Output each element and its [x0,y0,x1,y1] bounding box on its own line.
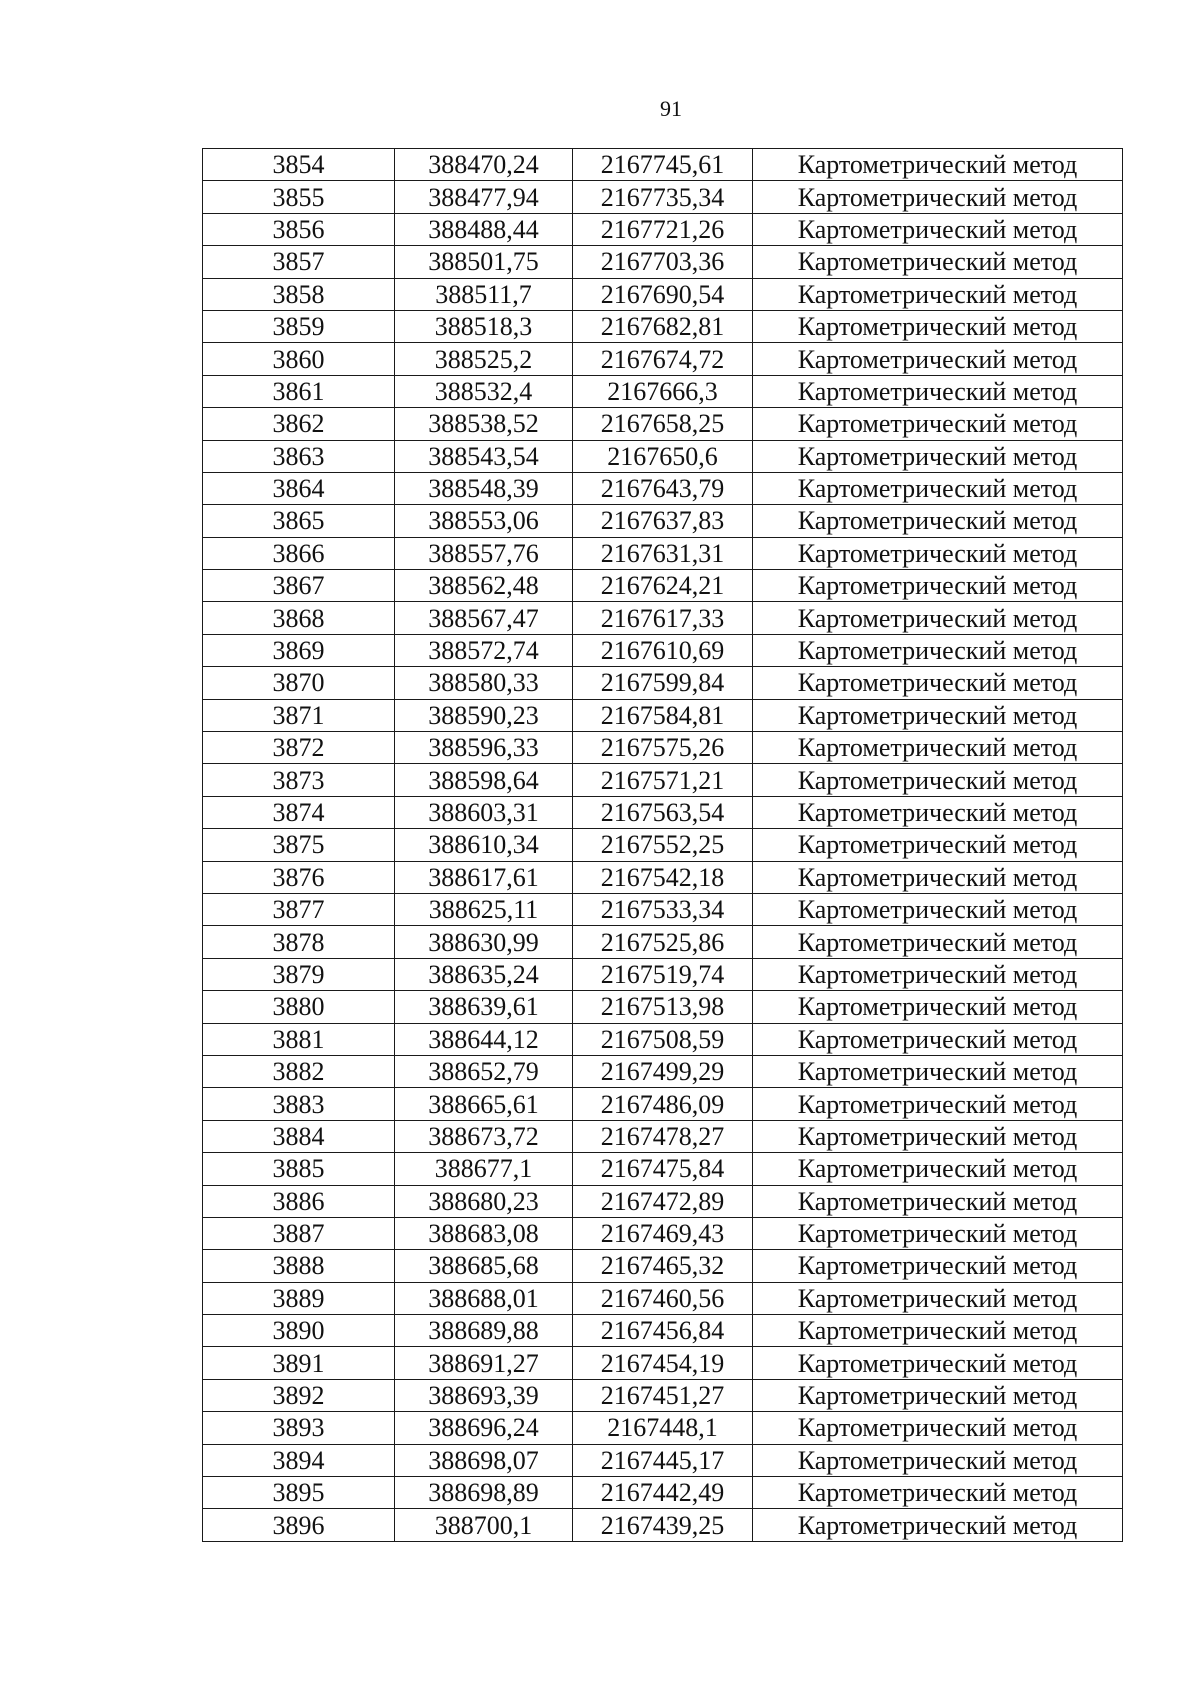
table-row [203,1055,1123,1087]
point-number-cell: 3894 [203,1444,395,1476]
x-coordinate-cell: 388617,61 [395,861,573,893]
y-coordinate-cell: 2167637,83 [573,505,753,537]
method-cell: Картометрический метод [753,1250,1123,1282]
table-row [203,1444,1123,1476]
y-coordinate-cell: 2167454,19 [573,1347,753,1379]
table-row [203,1185,1123,1217]
method-cell: Картометрический метод [753,829,1123,861]
point-number-cell: 3875 [203,829,395,861]
point-number-cell: 3860 [203,343,395,375]
method-cell: Картометрический метод [753,181,1123,213]
x-coordinate-cell: 388610,34 [395,829,573,861]
x-coordinate-cell: 388562,48 [395,570,573,602]
table-row [203,570,1123,602]
x-coordinate-cell: 388543,54 [395,440,573,472]
y-coordinate-cell: 2167721,26 [573,213,753,245]
x-coordinate-cell: 388548,39 [395,472,573,504]
table-row [203,149,1123,181]
method-cell: Картометрический метод [753,149,1123,181]
table-row [203,602,1123,634]
table-row [203,1315,1123,1347]
table-row [203,472,1123,504]
x-coordinate-cell: 388598,64 [395,764,573,796]
method-cell: Картометрический метод [753,472,1123,504]
y-coordinate-cell: 2167499,29 [573,1055,753,1087]
method-cell: Картометрический метод [753,893,1123,925]
x-coordinate-cell: 388501,75 [395,246,573,278]
point-number-cell: 3867 [203,570,395,602]
point-number-cell: 3872 [203,732,395,764]
point-number-cell: 3869 [203,634,395,666]
y-coordinate-cell: 2167519,74 [573,958,753,990]
method-cell: Картометрический метод [753,1379,1123,1411]
table-row [203,343,1123,375]
point-number-cell: 3890 [203,1315,395,1347]
y-coordinate-cell: 2167610,69 [573,634,753,666]
point-number-cell: 3892 [203,1379,395,1411]
x-coordinate-cell: 388538,52 [395,408,573,440]
table-row [203,1379,1123,1411]
table-row [203,375,1123,407]
y-coordinate-cell: 2167575,26 [573,732,753,764]
x-coordinate-cell: 388470,24 [395,149,573,181]
method-cell: Картометрический метод [753,796,1123,828]
table-row [203,991,1123,1023]
method-cell: Картометрический метод [753,1412,1123,1444]
y-coordinate-cell: 2167624,21 [573,570,753,602]
table-row [203,440,1123,472]
table-row [203,699,1123,731]
y-coordinate-cell: 2167448,1 [573,1412,753,1444]
x-coordinate-cell: 388691,27 [395,1347,573,1379]
method-cell: Картометрический метод [753,213,1123,245]
table-body [203,149,1123,1542]
x-coordinate-cell: 388630,99 [395,926,573,958]
method-cell: Картометрический метод [753,375,1123,407]
table-row [203,958,1123,990]
y-coordinate-cell: 2167525,86 [573,926,753,958]
table-row [203,764,1123,796]
point-number-cell: 3896 [203,1509,395,1541]
point-number-cell: 3882 [203,1055,395,1087]
x-coordinate-cell: 388639,61 [395,991,573,1023]
table-row [203,310,1123,342]
point-number-cell: 3859 [203,310,395,342]
method-cell: Картометрический метод [753,958,1123,990]
y-coordinate-cell: 2167513,98 [573,991,753,1023]
x-coordinate-cell: 388685,68 [395,1250,573,1282]
method-cell: Картометрический метод [753,1055,1123,1087]
point-number-cell: 3857 [203,246,395,278]
point-number-cell: 3876 [203,861,395,893]
table-row [203,1153,1123,1185]
y-coordinate-cell: 2167552,25 [573,829,753,861]
table-row [203,1250,1123,1282]
point-number-cell: 3895 [203,1477,395,1509]
method-cell: Картометрический метод [753,343,1123,375]
point-number-cell: 3887 [203,1217,395,1249]
table-row [203,1023,1123,1055]
x-coordinate-cell: 388580,33 [395,667,573,699]
table-row [203,1509,1123,1541]
table-row [203,1282,1123,1314]
x-coordinate-cell: 388693,39 [395,1379,573,1411]
y-coordinate-cell: 2167631,31 [573,537,753,569]
x-coordinate-cell: 388625,11 [395,893,573,925]
method-cell: Картометрический метод [753,310,1123,342]
point-number-cell: 3880 [203,991,395,1023]
point-number-cell: 3891 [203,1347,395,1379]
table-row [203,1477,1123,1509]
method-cell: Картометрический метод [753,1347,1123,1379]
method-cell: Картометрический метод [753,246,1123,278]
point-number-cell: 3873 [203,764,395,796]
table-row [203,796,1123,828]
y-coordinate-cell: 2167735,34 [573,181,753,213]
x-coordinate-cell: 388518,3 [395,310,573,342]
y-coordinate-cell: 2167658,25 [573,408,753,440]
table-row [203,926,1123,958]
y-coordinate-cell: 2167617,33 [573,602,753,634]
table-row [203,537,1123,569]
x-coordinate-cell: 388700,1 [395,1509,573,1541]
method-cell: Картометрический метод [753,1023,1123,1055]
y-coordinate-cell: 2167508,59 [573,1023,753,1055]
point-number-cell: 3870 [203,667,395,699]
y-coordinate-cell: 2167690,54 [573,278,753,310]
point-number-cell: 3885 [203,1153,395,1185]
y-coordinate-cell: 2167442,49 [573,1477,753,1509]
table-row [203,278,1123,310]
method-cell: Картометрический метод [753,537,1123,569]
method-cell: Картометрический метод [753,1315,1123,1347]
table-row [203,1088,1123,1120]
y-coordinate-cell: 2167703,36 [573,246,753,278]
x-coordinate-cell: 388677,1 [395,1153,573,1185]
x-coordinate-cell: 388511,7 [395,278,573,310]
table-row [203,829,1123,861]
table-row [203,505,1123,537]
y-coordinate-cell: 2167445,17 [573,1444,753,1476]
y-coordinate-cell: 2167674,72 [573,343,753,375]
point-number-cell: 3886 [203,1185,395,1217]
y-coordinate-cell: 2167451,27 [573,1379,753,1411]
point-number-cell: 3893 [203,1412,395,1444]
point-number-cell: 3856 [203,213,395,245]
point-number-cell: 3889 [203,1282,395,1314]
table-row [203,1120,1123,1152]
point-number-cell: 3871 [203,699,395,731]
method-cell: Картометрический метод [753,1509,1123,1541]
point-number-cell: 3866 [203,537,395,569]
y-coordinate-cell: 2167439,25 [573,1509,753,1541]
x-coordinate-cell: 388652,79 [395,1055,573,1087]
x-coordinate-cell: 388688,01 [395,1282,573,1314]
point-number-cell: 3855 [203,181,395,213]
y-coordinate-cell: 2167460,56 [573,1282,753,1314]
y-coordinate-cell: 2167469,43 [573,1217,753,1249]
y-coordinate-cell: 2167599,84 [573,667,753,699]
x-coordinate-cell: 388698,89 [395,1477,573,1509]
y-coordinate-cell: 2167584,81 [573,699,753,731]
table-row [203,634,1123,666]
point-number-cell: 3877 [203,893,395,925]
method-cell: Картометрический метод [753,1185,1123,1217]
coordinates-table [202,148,1123,1542]
x-coordinate-cell: 388572,74 [395,634,573,666]
x-coordinate-cell: 388532,4 [395,375,573,407]
x-coordinate-cell: 388680,23 [395,1185,573,1217]
y-coordinate-cell: 2167465,32 [573,1250,753,1282]
y-coordinate-cell: 2167542,18 [573,861,753,893]
y-coordinate-cell: 2167563,54 [573,796,753,828]
x-coordinate-cell: 388698,07 [395,1444,573,1476]
point-number-cell: 3868 [203,602,395,634]
x-coordinate-cell: 388689,88 [395,1315,573,1347]
table-row [203,246,1123,278]
method-cell: Картометрический метод [753,1153,1123,1185]
y-coordinate-cell: 2167533,34 [573,893,753,925]
point-number-cell: 3862 [203,408,395,440]
point-number-cell: 3879 [203,958,395,990]
table-row [203,861,1123,893]
table-row [203,213,1123,245]
method-cell: Картометрический метод [753,1444,1123,1476]
y-coordinate-cell: 2167472,89 [573,1185,753,1217]
table-row [203,1347,1123,1379]
method-cell: Картометрический метод [753,634,1123,666]
x-coordinate-cell: 388567,47 [395,602,573,634]
method-cell: Картометрический метод [753,440,1123,472]
y-coordinate-cell: 2167475,84 [573,1153,753,1185]
y-coordinate-cell: 2167745,61 [573,149,753,181]
point-number-cell: 3865 [203,505,395,537]
method-cell: Картометрический метод [753,991,1123,1023]
method-cell: Картометрический метод [753,667,1123,699]
y-coordinate-cell: 2167650,6 [573,440,753,472]
table-row [203,667,1123,699]
method-cell: Картометрический метод [753,1088,1123,1120]
method-cell: Картометрический метод [753,278,1123,310]
x-coordinate-cell: 388673,72 [395,1120,573,1152]
table-row [203,732,1123,764]
y-coordinate-cell: 2167456,84 [573,1315,753,1347]
point-number-cell: 3884 [203,1120,395,1152]
point-number-cell: 3861 [203,375,395,407]
x-coordinate-cell: 388596,33 [395,732,573,764]
y-coordinate-cell: 2167643,79 [573,472,753,504]
method-cell: Картометрический метод [753,764,1123,796]
method-cell: Картометрический метод [753,1217,1123,1249]
method-cell: Картометрический метод [753,408,1123,440]
y-coordinate-cell: 2167682,81 [573,310,753,342]
y-coordinate-cell: 2167486,09 [573,1088,753,1120]
x-coordinate-cell: 388477,94 [395,181,573,213]
point-number-cell: 3858 [203,278,395,310]
x-coordinate-cell: 388553,06 [395,505,573,537]
x-coordinate-cell: 388590,23 [395,699,573,731]
method-cell: Картометрический метод [753,1282,1123,1314]
y-coordinate-cell: 2167478,27 [573,1120,753,1152]
method-cell: Картометрический метод [753,505,1123,537]
x-coordinate-cell: 388603,31 [395,796,573,828]
page-number: 91 [660,96,682,121]
method-cell: Картометрический метод [753,861,1123,893]
table-row [203,893,1123,925]
x-coordinate-cell: 388635,24 [395,958,573,990]
method-cell: Картометрический метод [753,732,1123,764]
x-coordinate-cell: 388665,61 [395,1088,573,1120]
method-cell: Картометрический метод [753,1120,1123,1152]
x-coordinate-cell: 388557,76 [395,537,573,569]
y-coordinate-cell: 2167666,3 [573,375,753,407]
x-coordinate-cell: 388488,44 [395,213,573,245]
method-cell: Картометрический метод [753,570,1123,602]
point-number-cell: 3863 [203,440,395,472]
point-number-cell: 3878 [203,926,395,958]
point-number-cell: 3864 [203,472,395,504]
y-coordinate-cell: 2167571,21 [573,764,753,796]
point-number-cell: 3854 [203,149,395,181]
table-row [203,408,1123,440]
point-number-cell: 3888 [203,1250,395,1282]
method-cell: Картометрический метод [753,926,1123,958]
method-cell: Картометрический метод [753,699,1123,731]
table-row [203,181,1123,213]
table-row [203,1412,1123,1444]
point-number-cell: 3881 [203,1023,395,1055]
x-coordinate-cell: 388525,2 [395,343,573,375]
method-cell: Картометрический метод [753,1477,1123,1509]
x-coordinate-cell: 388683,08 [395,1217,573,1249]
x-coordinate-cell: 388696,24 [395,1412,573,1444]
table-row [203,1217,1123,1249]
point-number-cell: 3883 [203,1088,395,1120]
x-coordinate-cell: 388644,12 [395,1023,573,1055]
method-cell: Картометрический метод [753,602,1123,634]
point-number-cell: 3874 [203,796,395,828]
